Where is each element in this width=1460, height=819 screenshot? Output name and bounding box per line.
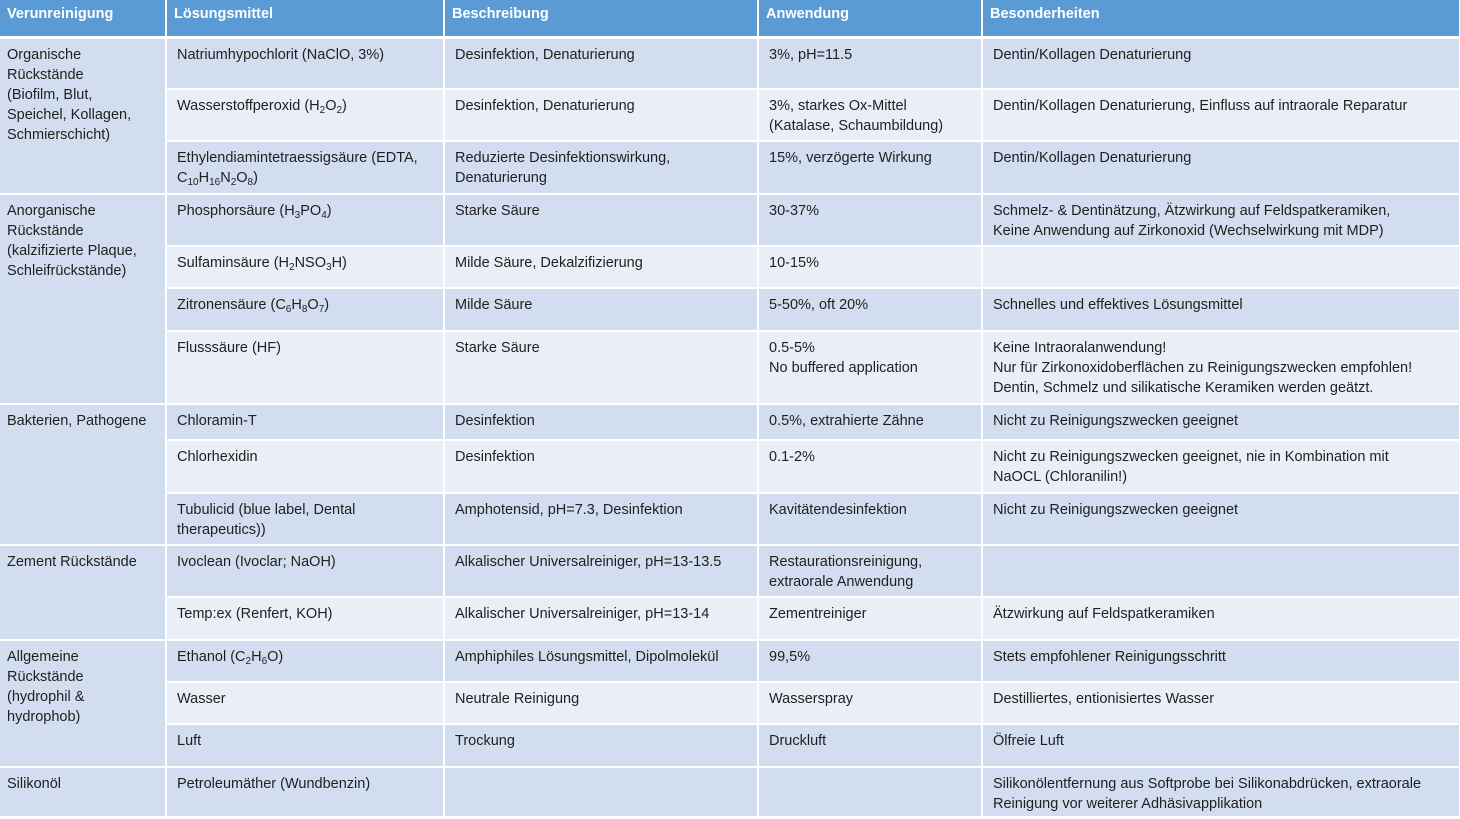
solvent-cell [166,682,444,724]
table-row [0,246,1460,288]
application-cell: Wasserspray [758,682,982,724]
solvent-text: Ivoclean (Ivoclar; NaOH) [177,554,336,570]
formula-subscript: 2 [245,656,252,667]
application-cell: 3%, starkes Ox-Mittel (Katalase, Schaumbildung) [758,89,982,141]
solvent-text: ) [326,203,332,219]
table-row [0,440,1460,493]
table-row [0,493,1460,545]
solvent-text: O [307,297,319,313]
application-cell: Kavitätendesinfektion [758,493,982,545]
notes-cell: Nicht zu Reinigungszwecken geeignet [982,493,1460,545]
solvent-text: Petroleumäther (Wundbenzin) [177,776,371,792]
application-cell: 10-15% [758,246,982,288]
solvent-text: Ethylendiamintetraessigsäure (EDTA, C [177,150,418,186]
solvent-cell [166,440,444,493]
notes-cell [982,545,1460,597]
solvent-text: O) [267,649,284,665]
solvent-text: ) [253,170,258,186]
header-application: Anwendung [758,0,982,37]
solvent-cell [166,194,444,246]
solvent-cell [166,246,444,288]
notes-cell: Nicht zu Reinigungszwecken geeignet [982,404,1460,440]
solvent-cell [166,89,444,141]
contamination-cell: Organische Rückstände (Biofilm, Blut, Speichel, Kollagen, Schmierschicht) [0,37,166,194]
solvent-text: Luft [177,733,202,749]
formula-subscript: 10 [187,177,199,188]
solvent-text: O [236,170,248,186]
description-cell: Milde Säure [444,288,758,331]
solvent-text: ) [324,297,330,313]
description-cell: Amphiphiles Lösungsmittel, Dipolmolekül [444,640,758,682]
table-row [0,404,1460,440]
notes-cell: Dentin/Kollagen Denaturierung [982,37,1460,89]
formula-subscript: 7 [318,304,325,315]
solvent-text: Temp:ex (Renfert, KOH) [177,606,333,622]
application-cell: 0.1-2% [758,440,982,493]
notes-cell [982,246,1460,288]
solvent-cell [166,545,444,597]
description-cell: Trockung [444,724,758,767]
application-cell: Restaurationsreinigung, extraorale Anwendung [758,545,982,597]
solvent-text: Wasserstoffperoxid (H [177,98,320,114]
table-row [0,288,1460,331]
formula-subscript: 6 [285,304,292,315]
solvent-text: NSO [294,255,326,271]
table-row [0,194,1460,246]
notes-cell: Stets empfohlener Reinigungsschritt [982,640,1460,682]
solvent-text: H [198,170,210,186]
application-cell: 0.5%, extrahierte Zähne [758,404,982,440]
header-notes: Besonderheiten [982,0,1460,37]
solvent-cell [166,640,444,682]
description-cell: Starke Säure [444,194,758,246]
table-row [0,37,1460,89]
contamination-cell: Allgemeine Rückstände (hydrophil & hydrophob) [0,640,166,767]
formula-subscript: 16 [209,177,221,188]
notes-cell: Nicht zu Reinigungszwecken geeignet, nie in Kombination mit NaOCL (Chloranilin!) [982,440,1460,493]
notes-cell: Ölfreie Luft [982,724,1460,767]
formula-subscript: 8 [301,304,308,315]
solvent-text: Tubulicid (blue label, Dental therapeutics)) [177,502,356,538]
solvent-text: Zitronensäure (C [177,297,286,313]
formula-subscript: 3 [326,262,332,273]
notes-cell: Schmelz- & Dentinätzung, Ätzwirkung auf Feldspatkeramiken, Keine Anwendung auf Zirkonoxid (Wechselwirkung mit MDP) [982,194,1460,246]
solvent-text: Chlorhexidin [177,449,258,465]
solvent-text: Sulfaminsäure (H [177,255,290,271]
description-cell: Alkalischer Universalreiniger, pH=13-13.5 [444,545,758,597]
formula-subscript: 8 [247,177,254,188]
table-row [0,331,1460,404]
solvent-text: N [220,170,231,186]
description-cell: Milde Säure, Dekalzifizierung [444,246,758,288]
notes-cell: Ätzwirkung auf Feldspatkeramiken [982,597,1460,640]
header-description: Beschreibung [444,0,758,37]
solvent-text: H [291,297,302,313]
formula-subscript: 2 [336,105,343,116]
header-solvent: Lösungsmittel [166,0,444,37]
description-cell: Desinfektion [444,404,758,440]
solvent-cell [166,597,444,640]
notes-cell: Schnelles und effektives Lösungsmittel [982,288,1460,331]
description-cell: Amphotensid, pH=7.3, Desinfektion [444,493,758,545]
solvent-text: Phosphorsäure (H [177,203,295,219]
description-cell [444,767,758,817]
solvent-cell [166,288,444,331]
solvent-text: O [325,98,337,114]
formula-subscript: 2 [230,177,237,188]
notes-cell: Silikonölentfernung aus Softprobe bei Silikonabdrücken, extraorale Reinigung vor weiterer Adhäsivapplikation [982,767,1460,817]
solvent-cell [166,493,444,545]
application-cell: Druckluft [758,724,982,767]
application-cell: 0.5-5% No buffered application [758,331,982,404]
table-body [0,37,1460,817]
description-cell: Neutrale Reinigung [444,682,758,724]
solvent-cell [166,141,444,194]
table-row [0,545,1460,597]
application-cell: 3%, pH=11.5 [758,37,982,89]
header-row [0,0,1460,37]
table-row [0,767,1460,817]
application-cell: Zementreiniger [758,597,982,640]
solvent-cell [166,767,444,817]
contamination-cell: Anorganische Rückstände (kalzifizierte Plaque, Schleifrückstände) [0,194,166,404]
solvent-text: Natriumhypochlorit (NaClO, 3%) [177,46,385,63]
solvent-cell [166,724,444,767]
table-row [0,141,1460,194]
application-cell: 15%, verzögerte Wirkung [758,141,982,194]
contamination-cell: Bakterien, Pathogene [0,404,166,545]
formula-subscript: 2 [289,262,295,273]
application-cell: 30-37% [758,194,982,246]
header-contamination: Verunreinigung [0,0,166,37]
description-cell: Alkalischer Universalreiniger, pH=13-14 [444,597,758,640]
solvent-text: Chloramin-T [177,413,257,429]
table-row [0,724,1460,767]
solvent-text: H [251,649,262,665]
description-cell: Desinfektion [444,440,758,493]
notes-cell: Dentin/Kollagen Denaturierung, Einfluss auf intraorale Reparatur [982,89,1460,141]
solvent-text: PO [300,203,322,219]
table-row [0,597,1460,640]
contamination-cell: Silikonöl [0,767,166,817]
solvent-text: H) [331,255,347,271]
formula-subscript: 3 [294,210,301,221]
description-cell: Desinfektion, Denaturierung [444,89,758,141]
description-cell: Starke Säure [444,331,758,404]
application-cell: 5-50%, oft 20% [758,288,982,331]
formula-subscript: 2 [319,105,326,116]
description-cell: Desinfektion, Denaturierung [444,37,758,89]
notes-cell: Destilliertes, entionisiertes Wasser [982,682,1460,724]
application-cell: 99,5% [758,640,982,682]
solvent-text: Wasser [177,691,226,707]
solvent-text: Flusssäure (HF) [177,340,281,356]
solvent-cell [166,331,444,404]
solvent-text: Ethanol (C [177,649,246,665]
solvent-text: ) [342,98,347,114]
solvent-cell [166,37,444,89]
contamination-cell: Zement Rückstände [0,545,166,640]
description-cell: Reduzierte Desinfektionswirkung, Denaturierung [444,141,758,194]
solvent-cell [166,404,444,440]
formula-subscript: 6 [261,656,268,667]
table-row [0,89,1460,141]
application-cell [758,767,982,817]
notes-cell: Keine Intraoralanwendung! Nur für Zirkonoxidoberflächen zu Reinigungszwecken empfohlen! Dentin, Schmelz und silikatische Keramiken werden geätzt. [982,331,1460,404]
table-row [0,682,1460,724]
notes-cell: Dentin/Kollagen Denaturierung [982,141,1460,194]
table-row [0,640,1460,682]
formula-subscript: 4 [321,210,327,221]
